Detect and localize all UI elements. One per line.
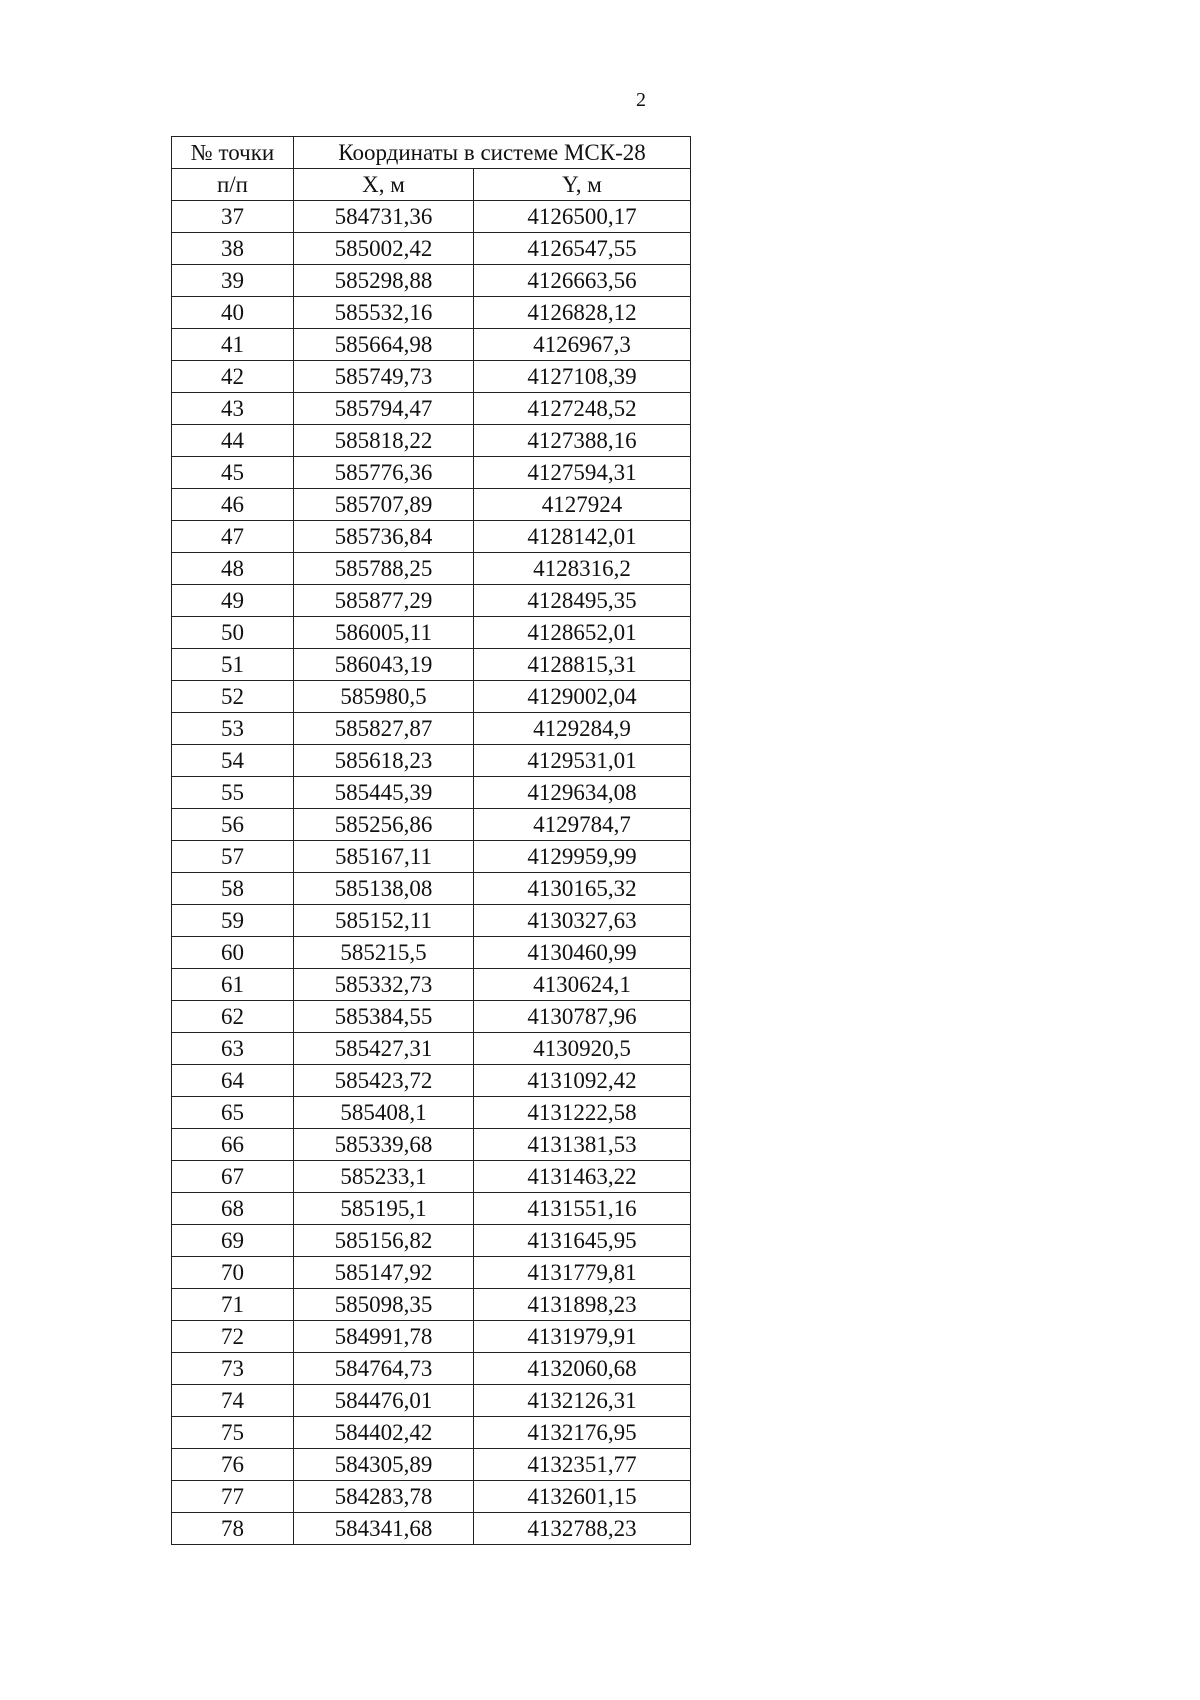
x-coordinate-cell: 584341,68: [294, 1513, 474, 1545]
table-row: [172, 489, 691, 521]
table-row: [172, 329, 691, 361]
point-number-cell: 72: [172, 1321, 294, 1353]
x-coordinate-cell: 585298,88: [294, 265, 474, 297]
point-number-cell: 39: [172, 265, 294, 297]
x-coordinate-cell: 585156,82: [294, 1225, 474, 1257]
table-row: [172, 201, 691, 233]
point-number-cell: 42: [172, 361, 294, 393]
y-coordinate-cell: 4131222,58: [474, 1097, 691, 1129]
x-coordinate-cell: 584991,78: [294, 1321, 474, 1353]
y-coordinate-cell: 4131551,16: [474, 1193, 691, 1225]
coordinates-system-header: Координаты в системе МСК-28: [294, 137, 691, 169]
table-row: [172, 1321, 691, 1353]
table-row: [172, 1033, 691, 1065]
point-number-cell: 54: [172, 745, 294, 777]
x-column-header: X, м: [294, 169, 474, 201]
point-number-header-line2: п/п: [172, 169, 294, 201]
x-coordinate-cell: 585138,08: [294, 873, 474, 905]
x-coordinate-cell: 585147,92: [294, 1257, 474, 1289]
point-number-header-line1: № точки: [172, 137, 294, 169]
table-row: [172, 937, 691, 969]
point-number-cell: 40: [172, 297, 294, 329]
y-coordinate-cell: 4129284,9: [474, 713, 691, 745]
y-coordinate-cell: 4126547,55: [474, 233, 691, 265]
y-coordinate-cell: 4127388,16: [474, 425, 691, 457]
y-coordinate-cell: 4129634,08: [474, 777, 691, 809]
y-coordinate-cell: 4131463,22: [474, 1161, 691, 1193]
y-coordinate-cell: 4129959,99: [474, 841, 691, 873]
table-row: [172, 777, 691, 809]
y-coordinate-cell: 4127924: [474, 489, 691, 521]
y-coordinate-cell: 4131092,42: [474, 1065, 691, 1097]
point-number-cell: 51: [172, 649, 294, 681]
table-row: [172, 297, 691, 329]
x-coordinate-cell: 585423,72: [294, 1065, 474, 1097]
point-number-cell: 43: [172, 393, 294, 425]
x-coordinate-cell: 585664,98: [294, 329, 474, 361]
x-coordinate-cell: 584731,36: [294, 201, 474, 233]
y-coordinate-cell: 4131979,91: [474, 1321, 691, 1353]
table-header: [172, 137, 691, 201]
point-number-cell: 59: [172, 905, 294, 937]
point-number-cell: 47: [172, 521, 294, 553]
y-coordinate-cell: 4130327,63: [474, 905, 691, 937]
x-coordinate-cell: 585788,25: [294, 553, 474, 585]
x-coordinate-cell: 584476,01: [294, 1385, 474, 1417]
x-coordinate-cell: 584764,73: [294, 1353, 474, 1385]
table-row: [172, 745, 691, 777]
y-coordinate-cell: 4132060,68: [474, 1353, 691, 1385]
point-number-cell: 37: [172, 201, 294, 233]
coordinates-table: [171, 136, 691, 1545]
point-number-cell: 75: [172, 1417, 294, 1449]
y-coordinate-cell: 4127248,52: [474, 393, 691, 425]
table-row: [172, 969, 691, 1001]
x-coordinate-cell: 585532,16: [294, 297, 474, 329]
x-coordinate-cell: 585195,1: [294, 1193, 474, 1225]
x-coordinate-cell: 585827,87: [294, 713, 474, 745]
table-row: [172, 713, 691, 745]
point-number-cell: 61: [172, 969, 294, 1001]
table-row: [172, 649, 691, 681]
y-coordinate-cell: 4130624,1: [474, 969, 691, 1001]
x-coordinate-cell: 585794,47: [294, 393, 474, 425]
y-coordinate-cell: 4128652,01: [474, 617, 691, 649]
y-coordinate-cell: 4126967,3: [474, 329, 691, 361]
point-number-cell: 53: [172, 713, 294, 745]
y-coordinate-cell: 4132601,15: [474, 1481, 691, 1513]
x-coordinate-cell: 585215,5: [294, 937, 474, 969]
point-number-cell: 73: [172, 1353, 294, 1385]
table-row: [172, 1225, 691, 1257]
x-coordinate-cell: 585445,39: [294, 777, 474, 809]
y-coordinate-cell: 4128815,31: [474, 649, 691, 681]
table-row: [172, 1513, 691, 1545]
y-coordinate-cell: 4129531,01: [474, 745, 691, 777]
y-coordinate-cell: 4129002,04: [474, 681, 691, 713]
x-coordinate-cell: 584305,89: [294, 1449, 474, 1481]
table-row: [172, 1449, 691, 1481]
y-coordinate-cell: 4126828,12: [474, 297, 691, 329]
x-coordinate-cell: 585233,1: [294, 1161, 474, 1193]
x-coordinate-cell: 585002,42: [294, 233, 474, 265]
point-number-cell: 46: [172, 489, 294, 521]
y-coordinate-cell: 4127108,39: [474, 361, 691, 393]
x-coordinate-cell: 585332,73: [294, 969, 474, 1001]
table-row: [172, 265, 691, 297]
y-coordinate-cell: 4130787,96: [474, 1001, 691, 1033]
table-row: [172, 1193, 691, 1225]
x-coordinate-cell: 584402,42: [294, 1417, 474, 1449]
y-coordinate-cell: 4130920,5: [474, 1033, 691, 1065]
table-row: [172, 1129, 691, 1161]
point-number-cell: 63: [172, 1033, 294, 1065]
y-coordinate-cell: 4131779,81: [474, 1257, 691, 1289]
table-row: [172, 1097, 691, 1129]
table-row: [172, 1065, 691, 1097]
x-coordinate-cell: 585098,35: [294, 1289, 474, 1321]
x-coordinate-cell: 585256,86: [294, 809, 474, 841]
point-number-cell: 65: [172, 1097, 294, 1129]
table-row: [172, 1417, 691, 1449]
y-coordinate-cell: 4131645,95: [474, 1225, 691, 1257]
point-number-cell: 62: [172, 1001, 294, 1033]
x-coordinate-cell: 585980,5: [294, 681, 474, 713]
table-row: [172, 873, 691, 905]
table-row: [172, 233, 691, 265]
y-coordinate-cell: 4131898,23: [474, 1289, 691, 1321]
x-coordinate-cell: 585152,11: [294, 905, 474, 937]
table-row: [172, 361, 691, 393]
table-body: [172, 201, 691, 1545]
point-number-cell: 78: [172, 1513, 294, 1545]
table-row: [172, 553, 691, 585]
y-coordinate-cell: 4128495,35: [474, 585, 691, 617]
table-row: [172, 457, 691, 489]
y-coordinate-cell: 4130460,99: [474, 937, 691, 969]
table-row: [172, 1001, 691, 1033]
point-number-cell: 69: [172, 1225, 294, 1257]
y-coordinate-cell: 4132351,77: [474, 1449, 691, 1481]
point-number-cell: 57: [172, 841, 294, 873]
y-coordinate-cell: 4132126,31: [474, 1385, 691, 1417]
point-number-cell: 50: [172, 617, 294, 649]
point-number-cell: 68: [172, 1193, 294, 1225]
point-number-cell: 76: [172, 1449, 294, 1481]
y-coordinate-cell: 4126500,17: [474, 201, 691, 233]
point-number-cell: 48: [172, 553, 294, 585]
table-row: [172, 393, 691, 425]
y-coordinate-cell: 4128142,01: [474, 521, 691, 553]
y-coordinate-cell: 4127594,31: [474, 457, 691, 489]
table-row: [172, 681, 691, 713]
x-coordinate-cell: 585427,31: [294, 1033, 474, 1065]
y-coordinate-cell: 4126663,56: [474, 265, 691, 297]
point-number-cell: 44: [172, 425, 294, 457]
x-coordinate-cell: 584283,78: [294, 1481, 474, 1513]
table-row: [172, 617, 691, 649]
point-number-cell: 52: [172, 681, 294, 713]
point-number-cell: 71: [172, 1289, 294, 1321]
point-number-cell: 38: [172, 233, 294, 265]
table-row: [172, 1481, 691, 1513]
y-coordinate-cell: 4132176,95: [474, 1417, 691, 1449]
table-row: [172, 1257, 691, 1289]
point-number-cell: 55: [172, 777, 294, 809]
point-number-cell: 58: [172, 873, 294, 905]
table-row: [172, 1385, 691, 1417]
x-coordinate-cell: 585749,73: [294, 361, 474, 393]
y-coordinate-cell: 4130165,32: [474, 873, 691, 905]
point-number-cell: 56: [172, 809, 294, 841]
y-coordinate-cell: 4131381,53: [474, 1129, 691, 1161]
table-row: [172, 809, 691, 841]
x-coordinate-cell: 585339,68: [294, 1129, 474, 1161]
x-coordinate-cell: 585877,29: [294, 585, 474, 617]
y-column-header: Y, м: [474, 169, 691, 201]
x-coordinate-cell: 585384,55: [294, 1001, 474, 1033]
point-number-cell: 60: [172, 937, 294, 969]
table-row: [172, 905, 691, 937]
x-coordinate-cell: 585736,84: [294, 521, 474, 553]
page-number: 2: [636, 89, 646, 111]
x-coordinate-cell: 585167,11: [294, 841, 474, 873]
table-row: [172, 1289, 691, 1321]
y-coordinate-cell: 4128316,2: [474, 553, 691, 585]
y-coordinate-cell: 4129784,7: [474, 809, 691, 841]
table-row: [172, 1161, 691, 1193]
point-number-cell: 64: [172, 1065, 294, 1097]
x-coordinate-cell: 585618,23: [294, 745, 474, 777]
table-row: [172, 1353, 691, 1385]
table-row: [172, 521, 691, 553]
x-coordinate-cell: 586005,11: [294, 617, 474, 649]
x-coordinate-cell: 585707,89: [294, 489, 474, 521]
x-coordinate-cell: 585818,22: [294, 425, 474, 457]
x-coordinate-cell: 585776,36: [294, 457, 474, 489]
x-coordinate-cell: 586043,19: [294, 649, 474, 681]
point-number-cell: 70: [172, 1257, 294, 1289]
table-row: [172, 841, 691, 873]
y-coordinate-cell: 4132788,23: [474, 1513, 691, 1545]
table-row: [172, 585, 691, 617]
point-number-cell: 74: [172, 1385, 294, 1417]
point-number-cell: 45: [172, 457, 294, 489]
point-number-cell: 77: [172, 1481, 294, 1513]
point-number-cell: 66: [172, 1129, 294, 1161]
point-number-cell: 41: [172, 329, 294, 361]
table-row: [172, 425, 691, 457]
x-coordinate-cell: 585408,1: [294, 1097, 474, 1129]
point-number-cell: 67: [172, 1161, 294, 1193]
point-number-cell: 49: [172, 585, 294, 617]
